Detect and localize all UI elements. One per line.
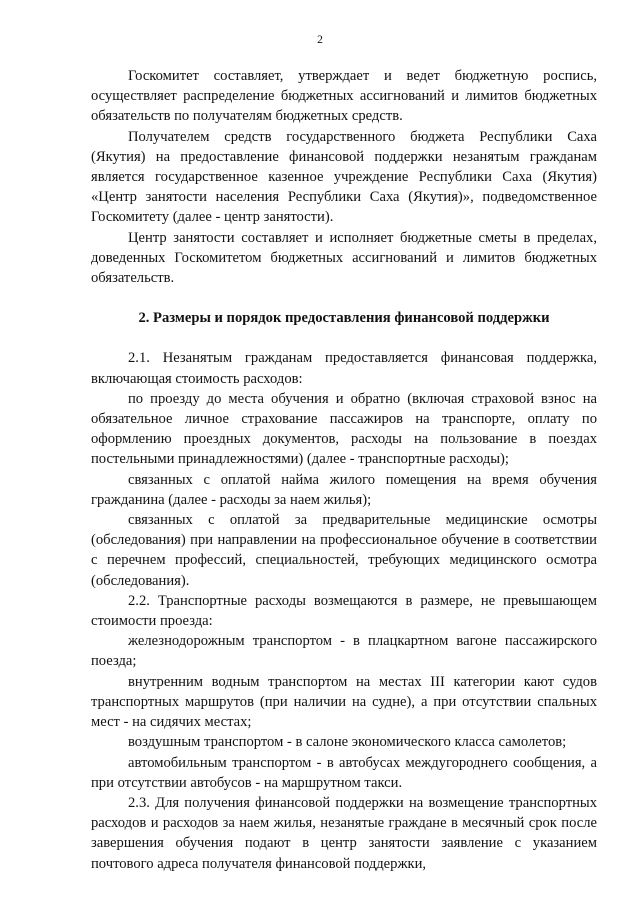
paragraph-budget-schedule: Госкомитет составляет, утверждает и ведет бюджетную роспись, осуществляет распределение бюджетных ассигнований и лимитов бюджетных обязательств по получателям бюджетных средств. <box>91 68 597 125</box>
paragraph-funds-recipient: Получателем средств государственного бюджета Республики Саха (Якутия) на предоставление финансовой поддержки незанятым гражданам является государственное казенное учреждение Республики Саха (Якутия) «Центр занятости населения Республики Саха (Якутия)», подведомственное Госкомитету (далее - центр занятости). <box>91 128 597 226</box>
paragraph-travel-costs: по проезду до места обучения и обратно (включая страховой взнос на обязательное личное страхование пассажиров на транспорте, оплату по оформлению проездных документов, расходы на пользование в поездах постельными принадлежностями) (далее - транспортные расходы); <box>91 390 597 468</box>
document-body <box>91 66 597 874</box>
paragraph-water-transport: внутренним водным транспортом на местах III категории кают судов транспортных маршрутов (при наличии на судне), а при отсутствии спальных мест - на сидячих местах; <box>91 673 597 731</box>
paragraph-employment-center-estimates: Центр занятости составляет и исполняет бюджетные сметы в пределах, доведенных Госкомитетом бюджетных ассигнований и лимитов бюджетных обязательств. <box>91 229 597 287</box>
paragraph-housing-costs: связанных с оплатой найма жилого помещения на время обучения гражданина (далее - расходы за наем жилья); <box>91 471 597 508</box>
paragraph-2-3: 2.3. Для получения финансовой поддержки на возмещение транспортных расходов и расходов за наем жилья, незанятые граждане в месячный срок после завершения обучения подают в центр занятости заявление с указанием почтового адреса получателя финансовой поддержки, <box>91 794 597 872</box>
paragraph-medical-costs: связанных с оплатой за предварительные медицинские осмотры (обследования) при направлении на профессиональное обучение в соответствии с перечнем профессий, специальностей, требующих медицинского осмотра (обследования). <box>91 512 597 589</box>
page-number: 2 <box>317 34 323 46</box>
paragraph-road-transport: автомобильным транспортом - в автобусах междугороднего сообщения, а при отсутствии автобусов - на маршрутном такси. <box>91 754 597 791</box>
paragraph-air-transport: воздушным транспортом - в салоне экономического класса самолетов; <box>128 734 567 751</box>
paragraph-2-1: 2.1. Незанятым гражданам предоставляется финансовая поддержка, включающая стоимость расходов: <box>91 350 597 387</box>
paragraph-2-2: 2.2. Транспортные расходы возмещаются в размере, не превышающем стоимости проезда: <box>91 592 597 630</box>
paragraph-rail-transport: железнодорожным транспортом - в плацкартном вагоне пассажирского поезда; <box>91 633 597 670</box>
section-title: 2. Размеры и порядок предоставления финансовой поддержки <box>138 310 550 327</box>
